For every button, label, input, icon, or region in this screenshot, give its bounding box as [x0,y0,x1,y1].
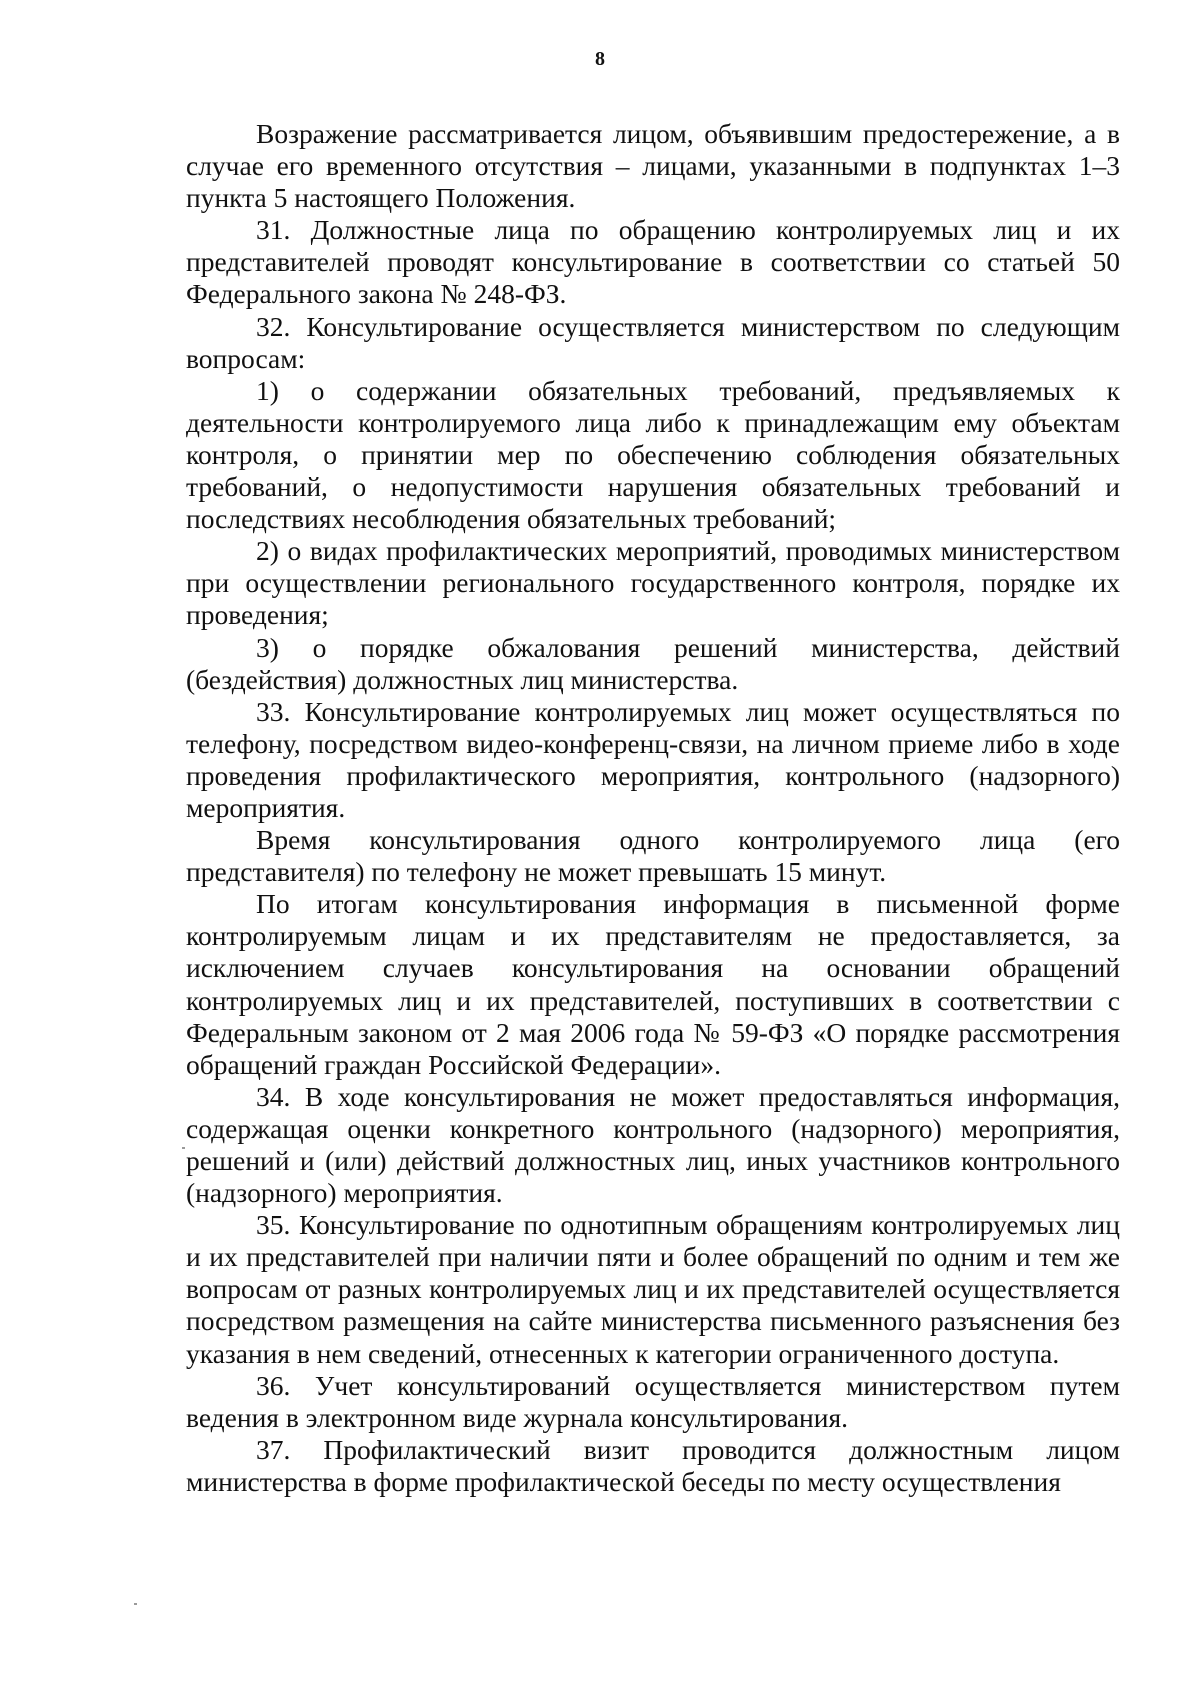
scan-speck [182,1147,185,1149]
paragraph-37: 37. Профилактический визит проводится должностным лицом министерства в форме профилактической беседы по месту осуществления [186,1433,1120,1497]
paragraph-32: 32. Консультирование осуществляется министерством по следующим вопросам: [186,310,1120,374]
paragraph-32-item-3: 3) о порядке обжалования решений министерства, действий (бездействия) должностных лиц министерства. [186,631,1120,695]
scan-speck [134,1603,137,1605]
paragraph-31: 31. Должностные лица по обращению контролируемых лиц и их представителей проводят консультирование в соответствии со статьей 50 Федерального закона № 248-ФЗ. [186,214,1120,310]
paragraph-33-written-info: По итогам консультирования информация в письменной форме контролируемым лицам и их представителям не предоставляется, за исключением случаев консультирования на основании обращений контролируемых лиц и их представителей, поступивших в соответствии с Федеральным законом от 2 мая 2006 года № 59-ФЗ «О порядке рассмотрения обращений граждан Российской Федерации». [186,888,1120,1080]
paragraph-35: 35. Консультирование по однотипным обращениям контролируемых лиц и их представителей при наличии пяти и более обращений по одним и тем же вопросам от разных контролируемых лиц и их представителей осуществляется посредством размещения на сайте министерства письменного разъяснения без указания в нем сведений, отнесенных к категории ограниченного доступа. [186,1209,1120,1369]
page-number: 8 [595,48,605,70]
paragraph-36: 36. Учет консультирований осуществляется министерством путем ведения в электронном виде журнала консультирования. [186,1369,1120,1433]
paragraph-objection-review: Возражение рассматривается лицом, объявившим предостережение, а в случае его временного отсутствия – лицами, указанными в подпунктах 1–3 пункта 5 настоящего Положения. [186,118,1120,214]
paragraph-32-item-1: 1) о содержании обязательных требований, предъявляемых к деятельности контролируемого лица либо к принадлежащим ему объектам контроля, о принятии мер по обеспечению соблюдения обязательных требований, о недопустимости нарушения обязательных требований и последствиях несоблюдения обязательных требований; [186,374,1120,535]
paragraph-32-item-2: 2) о видах профилактических мероприятий, проводимых министерством при осуществлении регионального государственного контроля, порядке их проведения; [186,535,1120,631]
paragraph-33: 33. Консультирование контролируемых лиц может осуществляться по телефону, посредством видео-конференц-связи, на личном приеме либо в ходе проведения профилактического мероприятия, контрольного (надзорного) мероприятия. [186,695,1120,823]
document-body [186,118,1120,1498]
paragraph-33-time-limit: Время консультирования одного контролируемого лица (его представителя) по телефону не может превышать 15 минут. [186,824,1120,888]
paragraph-34: 34. В ходе консультирования не может предоставляться информация, содержащая оценки конкретного контрольного (надзорного) мероприятия, решений и (или) действий должностных лиц, иных участников контрольного (надзорного) мероприятия. [186,1080,1120,1209]
